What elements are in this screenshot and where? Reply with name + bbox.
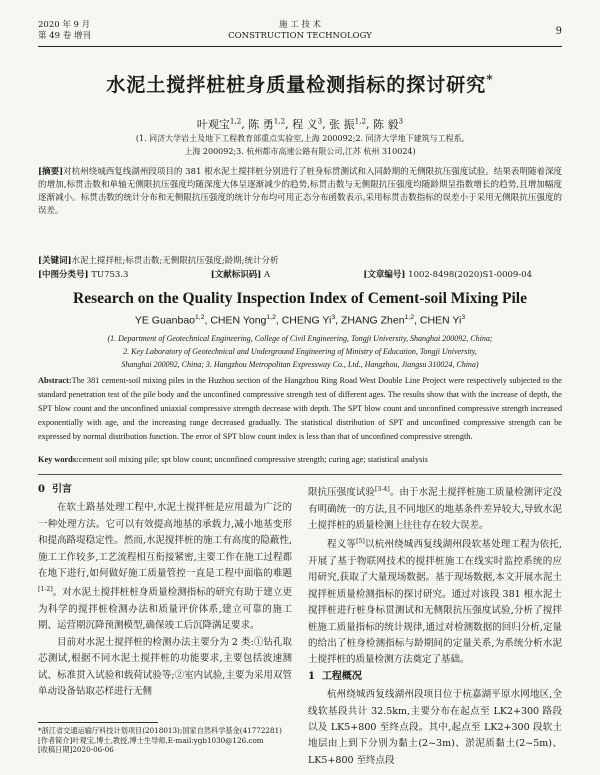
abstract-cn [38, 166, 562, 218]
running-header-journal [0, 20, 600, 42]
abstract-label-en: Abstract: [38, 376, 72, 385]
author-affiliation-mark: 1,2 [195, 314, 205, 321]
section-number: 1 [308, 670, 315, 682]
footnote-divider [38, 722, 158, 723]
author-name: 陈 毅 [373, 118, 399, 131]
author-affiliation-mark: 3 [317, 116, 323, 126]
keywords-text-en: cement soil mixing pile; spt blow count; unconfined compressive strength; curing age; statistical analysis [78, 455, 428, 464]
section-heading [38, 482, 292, 498]
author-list-en: YE Guanbao$^{1,2}$, CHEN Yong$^{1,2}$, CHENG Yi$^3$, ZHANG Zhen$^{1,2}$, CHEN Yi$^3$ [134, 314, 466, 327]
paragraph-text: 以杭州绕城西复线湖州段软基处理工程为依托,开展了基于物联网技术的搅拌桩施工在线实时监控系统的应用研究,获取了大量现场数据。基于现场数据,本文开展水泥土搅拌桩质量检测指标的探讨研究。通过对该段 381 根水泥土搅拌桩进行桩身标贯测试和无侧限抗压强度试验,分析了搅拌桩施工质量指标的统计规律,通过对检测数据的回归分析,定量的给出了桩身检测指标与龄期间的定量关系,为系统分析水泥土搅拌桩的质量检测方法奠定了基础。 [308, 539, 562, 666]
journal-name-cn: 施 工 技 术 [278, 20, 322, 30]
citation: [5] [356, 538, 365, 546]
affiliation-line: (1. 同济大学岩土及地下工程教育部重点实验室,上海 200092;2. 同济大学地下建筑与工程系, [135, 134, 465, 143]
keywords-text-cn: 水泥土搅拌桩;标贯击数;无侧限抗压强度;龄期;统计分析 [71, 256, 279, 266]
abstract-text-cn: 对杭州绕城西复线湖州段项目的 381 根水泥土搅拌桩分别进行了桩身标贯测试和入同龄期的无侧限抗压强度试验。结果表明随着深度的增加,标贯击数和单轴无侧限抗压强度均随深度大体呈逐渐减少的趋势,标贯击数与无侧限抗压强度均随龄期呈指数增长的趋势,且增加幅度逐渐减小。标贯击数的统计分布和无侧限抗压强度的统计分布均可用正态分布函数表示,采用标贯击数指标的误差小于采用无侧限抗压强度的误差。 [38, 167, 562, 216]
keywords-en [38, 454, 562, 466]
body-paragraph [308, 534, 562, 668]
body-column-right [308, 482, 562, 769]
section-heading [308, 669, 562, 685]
paragraph-text: 限抗压强度试验 [308, 487, 375, 499]
citation: [3-4] [375, 486, 390, 493]
clc-value: TU753.3 [91, 270, 129, 280]
author-list-cn: 叶观宝$^{1,2}$, 陈 勇$^{1,2}$, 程 义$^3$, 张 振$^{1,2}$, 陈 毅$^3$ [196, 116, 404, 131]
author-bio-note: [作者简介]叶观宝,博士,教授,博士生导师,E-mail:ygb1030@126.com [38, 735, 264, 745]
issue-date: 2020 年 9 月 [38, 20, 91, 30]
body-paragraph [38, 500, 292, 634]
fund-note: *浙江省交通运输厅科技计划项目(2018013);国家自然科学基金(41772281) [38, 726, 282, 735]
received-date-note: [收稿日期]2020-06-06 [38, 745, 114, 754]
author-name: 叶观宝 [196, 118, 230, 131]
affiliation-line-en: Shanghai 200092, China; 3. Hangzhou Metropolitan Expressway Co., Ltd., Hangzhou, Jiangsu 310024, China) [121, 360, 479, 369]
abstract-label-cn: [摘要] [38, 167, 64, 177]
section-number: 0 [38, 484, 45, 495]
body-column-left [38, 482, 292, 700]
author-name: 张 振 [329, 118, 355, 131]
author-affiliation-mark: 1,2 [273, 116, 286, 126]
paper-title-en: Research on the Quality Inspection Index of Cement-soil Mixing Pile [73, 290, 527, 307]
author-name: CHEN Yong [210, 314, 267, 327]
section-title: 工程概况 [321, 670, 362, 682]
author-name: 陈 勇 [248, 118, 274, 131]
title-text-cn: 水泥土搅拌桩桩身质量检测指标的探讨研究 [106, 74, 487, 96]
classification-line [38, 268, 562, 280]
paragraph-text: 程义等 [327, 539, 357, 551]
paper-title-cn [0, 70, 600, 97]
body-paragraph: 目前对水泥土搅拌桩的检测办法主要分为 2 类:①钻孔取芯测试,根据不同水泥土搅拌桩的功能要求,主要包括波速测试、标准贯入试验和载荷试验等;②室内试验,主要为采用双管单动设备钻取芯样进行无侧 [38, 636, 292, 698]
affiliations-en [50, 332, 550, 371]
doc-code-label: [文献标识码] [210, 270, 262, 280]
author-affiliation-mark: 1,2 [404, 314, 415, 321]
keywords-label-en: Key words: [38, 455, 79, 464]
abstract-text-en: The 381 cement-soil mixing piles in the Huzhou section of the Hangzhou Ring Road West Double Line Project were respectively subjected to the standard penetration test of the pile body and the unconfined compressive strength test of different ages. The results show that with the increase of depth, the SPT blow count and the unconfined uniaxial compressive strength decrease with depth. The SPT blow count and unconfined compressive strength increased exponentially with age, and the increasing range decreased gradually. The statistical distribution of SPT and unconfined compressive strength can be expressed by normal distribution function. The error of SPT blow count index is less than that of unconfined compressive strength. [38, 376, 562, 441]
author-affiliation-mark: 3 [461, 314, 466, 321]
author-name: ZHANG Zhen [340, 314, 405, 327]
affiliation-line: 上海 200092;3. 杭州都市高速公路有限公司,江苏 杭州 310024) [184, 147, 416, 156]
clc-field [38, 268, 208, 280]
paragraph-text: 。对水泥土搅拌桩桩身质量检测指标的研究有助于建立更为科学的搅拌桩检测办法和质量评价体系,建立可靠的施工期、运营期沉降预测模型,确保竣工后沉降满足要求。 [38, 587, 292, 632]
author-name: 程 义 [292, 118, 318, 131]
journal-name-en: CONSTRUCTION TECHNOLOGY [228, 31, 372, 41]
author-affiliation-mark: 1,2 [229, 116, 242, 126]
affiliations-cn [60, 132, 540, 158]
clc-label: [中图分类号] [38, 270, 89, 280]
author-affiliation-mark: 3 [398, 116, 404, 126]
article-number-label: [文章编号] [363, 270, 406, 280]
citation: [1-2] [38, 586, 53, 594]
section-title: 引言 [51, 484, 72, 495]
paragraph-text: 在软土路基处理工程中,水泥土搅拌桩是应用最为广泛的一种处理方法。它可以有效提高地基的承载力,减小地基变形和提高路堤稳定性。然而,水泥搅拌桩的施工有高度的隐蔽性,施工工作较多,工艺流程相互衔接紧密,主要工作在施工过程都在地下进行,如何做好施工质量管控一直是工程中面临的难题 [38, 502, 292, 580]
abstract-en [38, 374, 562, 444]
author-name: CHENG Yi [281, 314, 332, 327]
header-divider [38, 46, 562, 47]
article-number-field [363, 268, 532, 280]
author-name: CHEN Yi [419, 314, 462, 327]
section-divider [38, 474, 562, 475]
author-affiliation-mark: 1,2 [354, 116, 367, 126]
body-paragraph [308, 482, 562, 534]
affiliation-line-en: (1. Department of Geotechnical Engineering, College of Civil Engineering, Tongji University, Shanghai 200092, China; [107, 334, 493, 343]
doc-code-field [211, 268, 361, 280]
doc-code-value: A [263, 270, 271, 280]
paragraph-text: 。由于水泥土搅拌桩施工质量检测评定没有明确统一的方法,且不同地区的地基条件差异较大,导致水泥土搅拌桩的质量检测上往往存在较大误差。 [308, 487, 562, 531]
keywords-label-cn: [关键词] [38, 256, 72, 266]
keywords-cn [38, 255, 562, 268]
footnotes [38, 726, 292, 755]
author-name: YE Guanbao [134, 314, 196, 327]
issue-volume: 第 49 卷 增刊 [38, 31, 91, 41]
body-paragraph: 杭州绕城西复线湖州段项目位于杭嘉湖平原水网地区,全线软基段共计 32.5km,主要分布在起点至 LK2+300 路段以及 LK5+800 至终点段。其中,起点至 LK2+300 段软土地层由上到下分别为黏土(2~3m)、淤泥质黏土(2~5m)、LK5+800 至终点段 [308, 689, 562, 766]
affiliation-line-en: 2. Key Laboratory of Geotechnical and Underground Engineering of Ministry of Education, Tongji University, [123, 347, 477, 356]
page-number: 9 [555, 26, 562, 37]
author-affiliation-mark: 3 [331, 314, 336, 321]
author-affiliation-mark: 1,2 [266, 314, 276, 321]
article-number-value: 1002-8498(2020)S1-0009-04 [408, 270, 532, 280]
title-footnote-mark: * [486, 71, 494, 87]
